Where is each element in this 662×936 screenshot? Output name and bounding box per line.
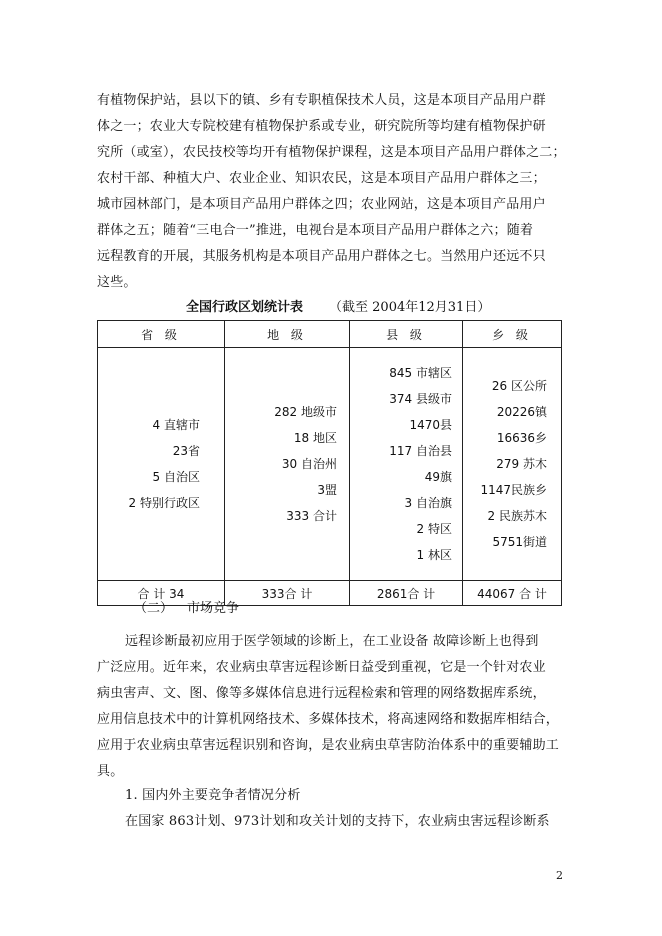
text-line: 应用信息技术中的计算机网络技术、多媒体技术，将高速网络和数据库相结合， [97, 712, 560, 727]
text-line: 远程教育的开展，其服务机构是本项目产品用户群体之七。当然用户还远不只 [97, 249, 546, 264]
text-line: 这些。 [97, 275, 137, 290]
table-cell-item: 5 自治区 [152, 470, 200, 484]
text-line: 远程诊断最初应用于医学领域的诊断上，在工业设备 故障诊断上也得到 [125, 634, 539, 649]
total-township: 44067 合 计 [463, 581, 562, 606]
table-subtitle: （截至 2004年12月31日） [329, 300, 491, 315]
table-cell-item: 282 地级市 [274, 405, 337, 419]
table-cell-item: 117 自治县 [389, 444, 452, 458]
county-cell [350, 348, 463, 581]
paragraph-user-groups [97, 88, 577, 296]
table-cell-item: 2 民族苏木 [487, 509, 547, 523]
province-cell [98, 348, 225, 581]
table-cell-item: 26 区公所 [491, 379, 547, 393]
header-township: 乡 级 [463, 321, 562, 348]
table-cell-item: 30 自治州 [281, 457, 337, 471]
text-line: 广泛应用。近年来，农业病虫草害远程诊断日益受到重视，它是一个针对农业 [97, 660, 546, 675]
section-heading [134, 597, 239, 616]
header-province: 省 级 [98, 321, 225, 348]
admin-division-table [97, 320, 562, 606]
table-cell-item: 845 市辖区 [389, 366, 452, 380]
table-cell-item: 1 林区 [416, 548, 452, 562]
total-prefecture: 333合 计 [225, 581, 350, 606]
table-cell-item: 2 特别行政区 [128, 496, 200, 510]
paragraph-remote-diagnosis [97, 629, 577, 785]
text-line: 体之一；农业大专院校建有植物保护系或专业，研究院所等均建有植物保护研 [97, 119, 546, 134]
text-line: 应用于农业病虫草害远程识别和咨询，是农业病虫草害防治体系中的重要辅助工 [97, 738, 560, 753]
total-province: 合 计 34 [98, 581, 225, 606]
table-header-row [98, 321, 562, 348]
table-title: 全国行政区划统计表 [186, 300, 304, 315]
text-line: 城市园林部门，是本项目产品用户群体之四；农业网站，这是本项目产品用户 [97, 197, 546, 212]
table-cell-item: 5751街道 [492, 535, 547, 549]
text-line: 群体之五；随着“三电合一”推进，电视台是本项目产品用户群体之六；随着 [97, 223, 534, 238]
header-prefecture: 地 级 [225, 321, 350, 348]
township-cell [463, 348, 562, 581]
table-body-row [98, 348, 562, 581]
text-line: 在国家 863计划、973计划和攻关计划的支持下，农业病虫害远程诊断系 [125, 814, 550, 829]
table-cell-item: 279 苏木 [496, 457, 547, 471]
subsection-heading: 1. 国内外主要竞争者情况分析 [125, 788, 301, 803]
text-line: 有植物保护站，县以下的镇、乡有专职植保技术人员，这是本项目产品用户群 [97, 93, 546, 108]
table-caption [186, 296, 490, 315]
header-county: 县 级 [350, 321, 463, 348]
table-cell-item: 2 特区 [416, 522, 452, 536]
table-cell-item: 374 县级市 [389, 392, 452, 406]
text-line: 具。 [97, 764, 124, 779]
table-cell-item: 4 直辖市 [152, 418, 200, 432]
table-cell-item: 23省 [172, 444, 200, 458]
text-line: 农村干部、种植大户、农业企业、知识农民，这是本项目产品用户群体之三； [97, 171, 546, 186]
table-cell-item: 49旗 [424, 470, 452, 484]
table-cell-item: 16636乡 [496, 431, 547, 445]
page-number: 2 [556, 869, 563, 882]
table-cell-item: 3盟 [317, 483, 337, 497]
text-line: 究所（或室），农民技校等均开有植物保护课程，这是本项目产品用户群体之二； [97, 145, 566, 160]
total-county: 2861合 计 [350, 581, 463, 606]
table-cell-item: 18 地区 [293, 431, 337, 445]
table-cell-item: 1147民族乡 [480, 483, 547, 497]
text-line: 病虫害声、文、图、像等多媒体信息进行远程检索和管理的网络数据库系统， [97, 686, 546, 701]
table-cell-item: 20226镇 [496, 405, 547, 419]
section-number: （二） [134, 601, 174, 616]
table-cell-item: 3 自治旗 [404, 496, 452, 510]
table-cell-item: 333 合计 [286, 509, 337, 523]
prefecture-cell [225, 348, 350, 581]
section-title: 市场竞争 [187, 601, 240, 616]
table-cell-item: 1470县 [409, 418, 452, 432]
